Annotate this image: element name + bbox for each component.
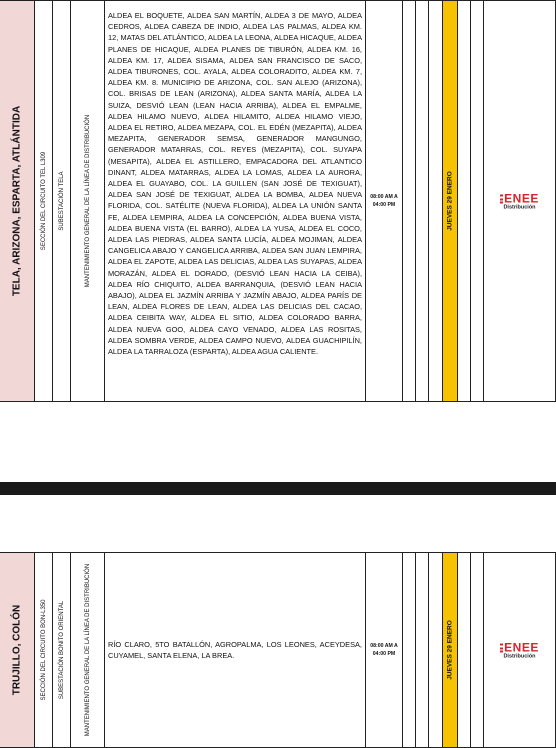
section-label: SECCIÓN DEL CIRCUITO TEL L309 (40, 151, 47, 251)
empty-cell (470, 553, 483, 747)
empty-cell (402, 1, 415, 401)
empty-cell (415, 553, 428, 747)
logo-subtext: Distribución (503, 204, 536, 211)
time-cell (365, 1, 402, 401)
enee-mark-icon (500, 643, 503, 652)
section-label: SECCIÓN DEL CIRCUITO BON-L350 (40, 599, 47, 701)
time-cell (365, 553, 402, 747)
empty-cell (428, 1, 442, 401)
time-start: 08:00 AM A (370, 643, 398, 649)
empty-cell (402, 553, 415, 747)
empty-cell (415, 1, 428, 401)
section-divider (0, 482, 556, 495)
region-label: TELA, ARIZONA, ESPARTA, ATLÁNTIDA (11, 105, 23, 297)
work-cell (70, 553, 104, 747)
region-label: TRUJILLO, COLÓN (11, 604, 23, 696)
time-range (366, 642, 402, 658)
work-label: MANTENIMIENTO GENERAL DE LA LÍNEA DE DISTRIBUCIÓN (84, 114, 91, 288)
substation-cell (52, 1, 70, 401)
description-cell (104, 553, 365, 747)
day-cell (442, 553, 457, 747)
time-end: 04:00 PM (372, 651, 396, 657)
logo-text: ENEE (504, 640, 539, 655)
affected-areas-value: RÍO CLARO, 5TO BATALLÓN, AGROPALMA, LOS LEONES, ACEYDESA, CUYAMEL, SANTA ELENA, LA BREA. (108, 639, 362, 660)
region-cell (0, 1, 34, 401)
substation-label: SUBESTACIÓN TELA (58, 171, 65, 231)
time-range (366, 193, 402, 209)
logo-subtext: Distribución (503, 653, 536, 660)
enee-mark-icon (500, 194, 503, 203)
day-cell (442, 1, 457, 401)
schedule-row (0, 552, 556, 748)
logo-cell (483, 1, 555, 401)
logo-text: ENEE (504, 191, 539, 206)
work-cell (70, 1, 104, 401)
empty-cell (470, 1, 483, 401)
work-label: MANTENIMIENTO GENERAL DE LA LÍNEA DE DISTRIBUCIÓN (84, 563, 91, 737)
logo-cell (483, 553, 555, 747)
schedule-block-2 (0, 552, 556, 748)
substation-label: SUBESTACIÓN BONITO ORIENTAL (58, 600, 65, 700)
substation-cell (52, 553, 70, 747)
day-label: JUEVES 29 ENERO (446, 620, 454, 680)
affected-areas-text (105, 553, 365, 747)
enee-logo (484, 641, 555, 660)
section-cell (34, 553, 52, 747)
region-cell (0, 553, 34, 747)
description-cell (104, 1, 365, 401)
time-end: 04:00 PM (372, 202, 396, 208)
enee-logo (484, 192, 555, 211)
empty-cell (457, 1, 470, 401)
section-cell (34, 1, 52, 401)
empty-cell (457, 553, 470, 747)
empty-cell (428, 553, 442, 747)
time-start: 08:00 AM A (370, 194, 398, 200)
day-label: JUEVES 29 ENERO (446, 171, 454, 231)
affected-areas-text: ALDEA EL BOQUETE, ALDEA SAN MARTÍN, ALDEA 3 DE MAYO, ALDEA CEDROS, ALDEA CABEZA DE INDIO, ALDEA LAS PALMAS, ALDEA KM. 12, MATAS DEL ATLÁNTICO, ALDEA LA LEONA, ALDEA HICAQUE, ALDEA PLANES DE HICAQUE, ALDEA PLANES DE TIBURÓN, ALDEA KM. 16, ALDEA KM. 17, ALDEA SISAMA, ALDEA SAN FRANCISCO DE SACO, ALDEA TIBURONES, COL. AYALA, ALDEA COLORADITO, ALDEA KM. 7, ALDEA KM. 8. MUNICIPIO DE ARIZONA, COL. SAN ALEJO (ARIZONA), COL. BRISAS DE LEAN (ARIZONA), ALDEA SANTA MARÍA, ALDEA LA SUIZA, DESVIÓ LEAN (LEAN HACIA ARRIBA), ALDEA EL EMPALME, ALDEA HILAMO NUEVO, ALDEA HILAMITO, ALDEA HILAMO VIEJO, ALDEA EL RETIRO, ALDEA MEZAPA, COL. EL EDÉN (MEZAPITA), ALDEA MEZAPITA, GENERADOR SEMSA, GENERADOR MANGUNGO, GENERADOR MATARRAS, COL. REYES (MEZAPITA), COL. SUYAPA (MESAPITA), ALDEA EL ASTILLERO, EMPACADORA DEL ATLANTICO DINANT, ALDEA MATARRAS, ALDEA LA LOMAS, ALDEA LA AURORA, ALDEA EL GUAYABO, COL. LA GUILLEN (SAN JOSÉ DE TEXIGUAT), ALDEA SAN JOSÉ DE TEXIGUAT, ALDEA LA BOMBA, ALDEA NUEVA FLORIDA, COL. SATÉLITE (NUEVA FLORIDA), ALDEA LA UNIÓN SANTA FE, ALDEA LEMPIRA, ALDEA LA CONCEPCIÓN, ALDEA BUENA VISTA, ALDEA BUENA VISTA (EL BARRO), ALDEA LA YUSA, ALDEA EL COCO, ALDEA LAS PIEDRAS, ALDEA SANTA LUCÍA, ALDEA MOJIMAN, ALDEA CANGELICA ABAJO Y CANGELICA ARRIBA, ALDEA SAN JUAN LEMPIRA, ALDEA EL ZAPOTE, ALDEA LAS DELICIAS, ALDEA LAS SUYAPAS, ALDEA MORAZÁN, ALDEA EL DORADO, (DESVIÓ LEAN HACIA LA CEIBA), ALDEA RÍO CHIQUITO, ALDEA BARRANQUIA, (DESVIÓ LEAN HACIA ABAJO), ALDEA EL JAZMÍN ARRIBA Y JAZMÍN ABAJO, ALDEA PARÍS DE LEAN, ALDEA FLORES DE LEAN, ALDEA LAS DELICIAS DEL CACAO, ALDEA CEIBITA WAY, ALDEA EL SITIO, ALDEA COLORADO BARRA, ALDEA NUEVA GOO, ALDEA CAYO VENADO, ALDEA LAS ROSITAS, ALDEA SOMBRA VERDE, ALDEA CAMPO NUEVO, ALDEA GUACHIPILÍN, ALDEA LA TARRALOZA (ESPARTA), ALDEA AGUA CALIENTE. (108, 11, 362, 357)
